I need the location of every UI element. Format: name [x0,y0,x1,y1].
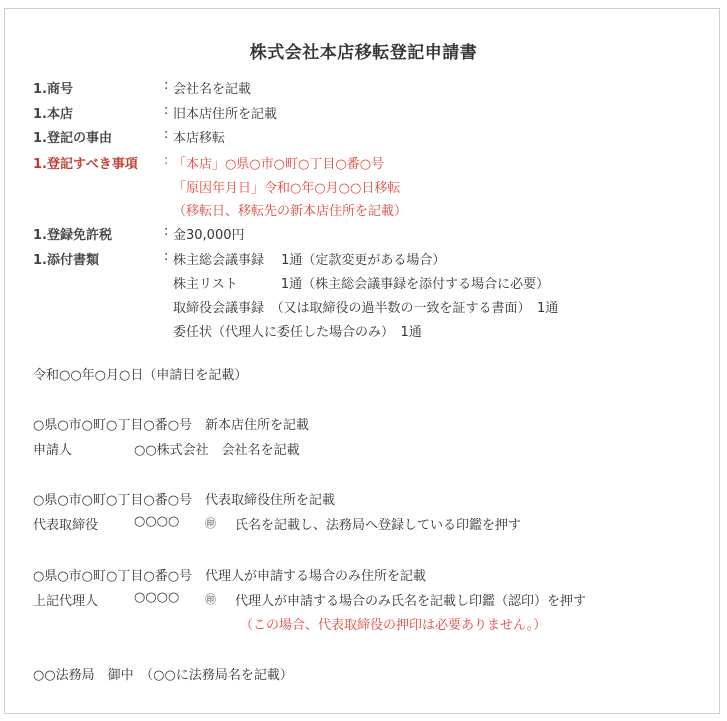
colon: : [164,103,169,118]
label-reason: 1.登記の事由 [33,131,112,146]
label-attachments: 1.添付書類 [33,253,99,268]
agent-note: 代理人が申請する場合のみ氏名を記載し印鑑（認印）を押す [235,594,587,609]
label-registration-tax: 1.登録免許税 [33,228,112,243]
representative-note: 氏名を記載し、法務局へ登録している印鑑を押す [235,518,522,533]
applicant-name: ○○株式会社 会社名を記載 [134,443,300,458]
value-head-office: 旧本店住所を記載 [173,107,278,122]
representative-role: 代表取締役 [33,518,99,533]
attachment-line: 株主リスト 1通（株主総会議事録を添付する場合に必要） [173,277,550,292]
seal-icon: ㊞ [205,593,216,606]
attachment-line: 取締役会議事録 （又は取締役の過半数の一致を証する書面） 1通 [173,301,559,316]
document-title: 株式会社本店移転登記申請書 [249,43,478,63]
agent-address: ○県○市○町○丁目○番○号 代理人が申請する場合のみ住所を記載 [33,569,427,584]
applicant-role: 申請人 [33,443,73,458]
agent-seal-exemption-note: （この場合、代表取締役の押印は必要ありません。） [240,618,547,633]
applicant-address: ○県○市○町○丁目○番○号 新本店住所を記載 [33,418,310,433]
addressee: ○○法務局 御中 （○○に法務局名を記載） [33,668,293,683]
label-registration-matters: 1.登記すべき事項 [33,157,138,172]
colon: : [164,127,169,142]
agent-role: 上記代理人 [33,594,99,609]
matters-line: （移転日、移転先の新本店住所を記載） [173,204,408,219]
colon: : [164,78,169,93]
value-trade-name: 会社名を記載 [173,82,252,97]
value-registration-tax: 金30,000円 [173,228,245,243]
value-reason: 本店移転 [173,131,226,146]
colon: : [164,153,169,168]
representative-name: ○○○○ [134,514,180,529]
colon: : [164,249,169,264]
application-date: 令和○○年○月○日（申請日を記載） [33,368,248,383]
label-head-office: 1.本店 [33,107,73,122]
representative-address: ○県○市○町○丁目○番○号 代表取締役住所を記載 [33,493,336,508]
matters-line: 「原因年月日」令和○年○月○○日移転 [173,181,401,196]
seal-icon: ㊞ [205,517,216,530]
attachment-line: 株主総会議事録 1通（定款変更がある場合） [173,253,446,268]
label-trade-name: 1.商号 [33,82,73,97]
colon: : [164,224,169,239]
agent-name: ○○○○ [134,590,180,605]
attachment-line: 委任状（代理人に委任した場合のみ） 1通 [173,325,422,340]
matters-line: 「本店」○県○市○町○丁目○番○号 [173,157,385,172]
